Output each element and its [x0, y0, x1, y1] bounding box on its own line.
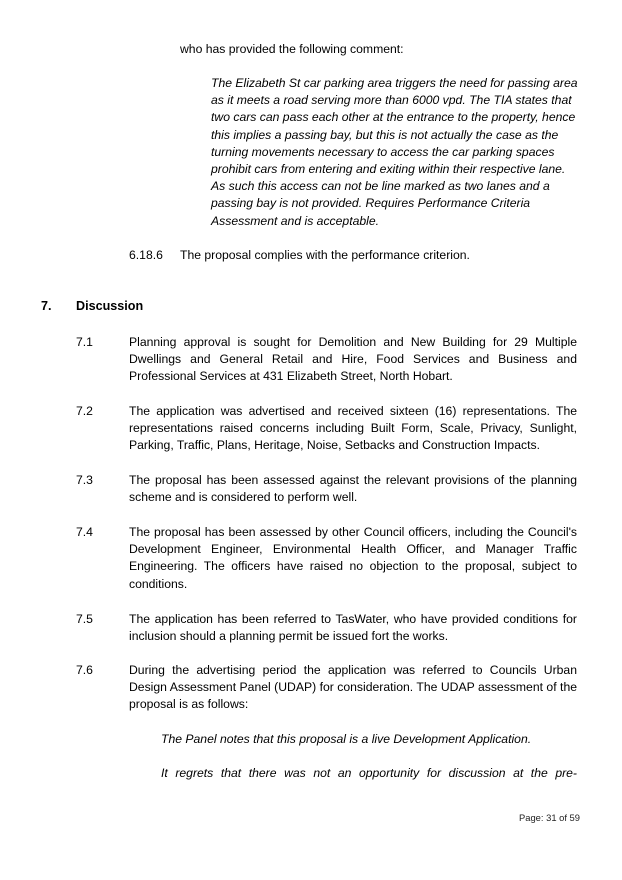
panel-quote: The Panel notes that this proposal is a live Development Application. — [161, 732, 532, 746]
item-text: The application was advertised and received sixteen (16) representations. The representations raised concerns including Built Form, Scale, Privacy, Sunlight, Parking, Traffic, Plans, Heritage, Noise, Setbacks and Construction Impacts. — [129, 404, 577, 453]
item-number: 7.2 — [76, 404, 93, 418]
item-text: Planning approval is sought for Demolition and New Building for 29 Multiple Dwellings and General Retail and Hire, Food Services and Business and Professional Services at 431 Elizabeth Street, North Hobart. — [129, 335, 577, 384]
item-number: 7.6 — [76, 663, 93, 677]
item-text: During the advertising period the application was referred to Councils Urban Design Assessment Panel (UDAP) for consideration. The UDAP assessment of the proposal is as follows: — [129, 663, 577, 712]
item-number: 7.4 — [76, 525, 93, 539]
item-number: 7.1 — [76, 335, 93, 349]
clause-text: The proposal complies with the performance criterion. — [180, 248, 470, 262]
item-number: 7.3 — [76, 473, 93, 487]
panel-quote: It regrets that there was not an opportunity for discussion at the pre- — [161, 766, 577, 780]
traffic-comment-quote: The Elizabeth St car parking area triggers the need for passing area as it meets a road serving more than 6000 vpd. The TIA states that two cars can pass each other at the entrance to the property, hence this implies a passing bay, but this is not actually the case as the turning movements necessary to access the car parking spaces prohibit cars from entering and exiting within their respective lane. As such this access can not be line marked as two lanes and a passing bay is not provided. Requires Performance Criteria Assessment and is acceptable. — [211, 76, 578, 228]
page-number: Page: 31 of 59 — [519, 812, 580, 823]
section-heading: Discussion — [76, 299, 144, 313]
intro-text: who has provided the following comment: — [180, 42, 404, 56]
section-number: 7. — [41, 299, 52, 313]
clause-number: 6.18.6 — [129, 248, 163, 262]
item-text: The proposal has been assessed by other Council officers, including the Council's Development Engineer, Environmental Health Officer, and Manager Traffic Engineering. The officers have raised no objection to the proposal, subject to conditions. — [129, 525, 577, 591]
item-number: 7.5 — [76, 612, 93, 626]
item-text: The proposal has been assessed against the relevant provisions of the planning scheme and is considered to perform well. — [129, 473, 577, 505]
item-text: The application has been referred to TasWater, who have provided conditions for inclusion should a planning permit be issued fort the works. — [129, 612, 577, 644]
